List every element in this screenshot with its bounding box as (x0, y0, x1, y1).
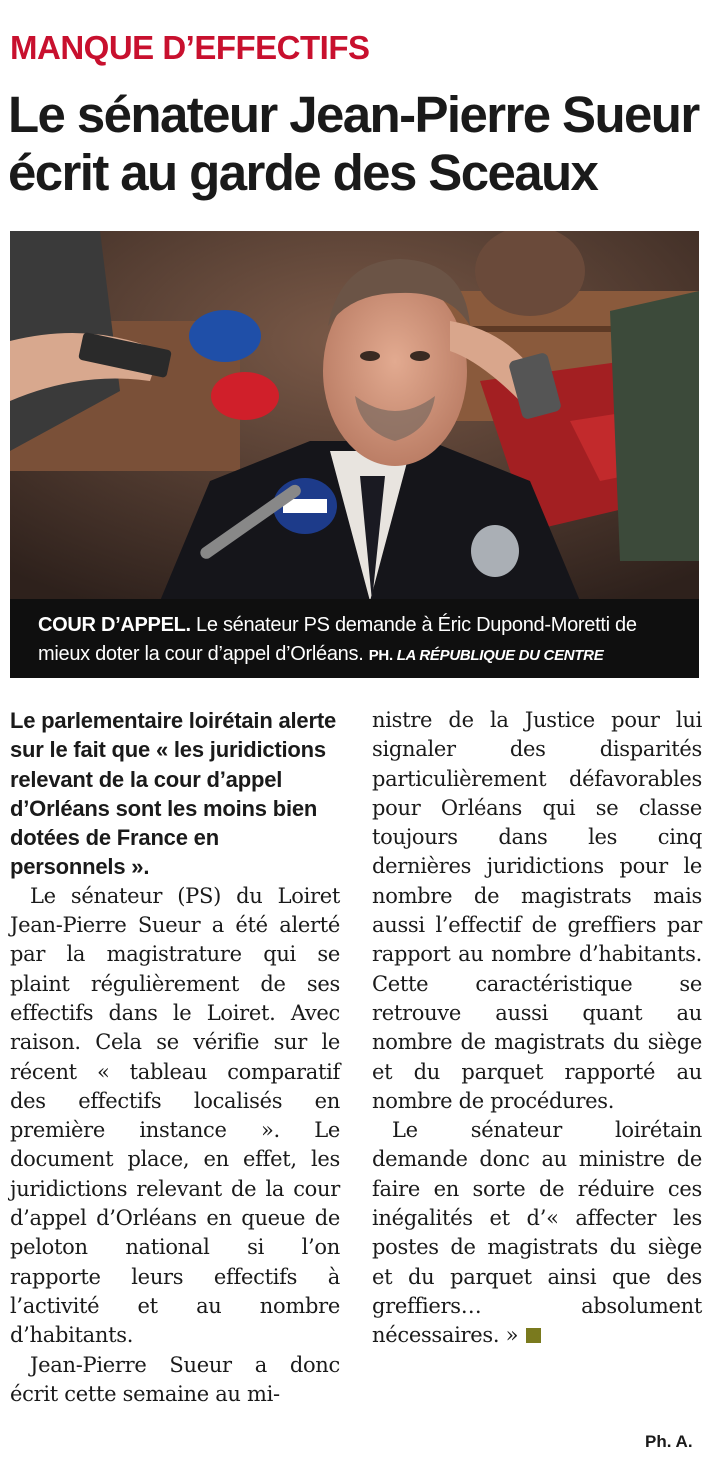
body-paragraph-2-end: nistre de la Justice pour lui signaler des disparités particulièrement défavorables pour Orléans qui se classe toujours dans les cinq dernières juridictions pour le nombre de magistrats mais aussi l’effectif de greffiers par rapport au nombre d’habitants. Cette caractéristique se retrouve aussi quant au nombre de magistrats du siège et du parquet rapporté au nombre de procédures. (372, 708, 702, 1113)
caption-lead: COUR D’APPEL. (38, 614, 191, 636)
body-paragraph-2-start: Jean-Pierre Sueur a donc écrit cette semaine au mi- (10, 1352, 340, 1406)
column-left (10, 706, 340, 1409)
body-paragraph-1: Le sénateur (PS) du Loiret Jean-Pierre Sueur a été alerté par la magistrature qui se plaint régulièrement de ses effectifs dans le Loiret. Avec raison. Cela se vérifie sur le récent « tableau comparatif des effectifs localisés en première instance ». Le document place, en effet, les juridictions relevant de la cour d’appel d’Orléans en queue de peloton national si l’on rapporte leurs effectifs à l’activité et au nombre d’habitants. (10, 883, 340, 1348)
credit-source: LA RÉPUBLIQUE DU CENTRE (396, 647, 604, 664)
headline: Le sénateur Jean-Pierre Sueur écrit au garde des Sceaux (8, 86, 699, 201)
credit-prefix: PH. (368, 647, 397, 664)
byline: Ph. A. (645, 1432, 693, 1451)
caption-text: Le sénateur PS demande à Éric Dupond-Moretti de mieux doter la cour d’appel d’Orléans. (38, 614, 637, 665)
photo-caption (10, 599, 699, 678)
column-right (372, 706, 702, 1351)
end-mark-icon (526, 1328, 541, 1343)
body-paragraph-3-text: Le sénateur loirétain demande donc au ministre de faire en sorte de réduire ces inégalités et d’« affecter les postes de magistrats du siège et du parquet ainsi que des greffiers… absolument nécessaires. » (372, 1118, 702, 1348)
article-intro: Le parlementaire loirétain alerte sur le fait que « les juridictions relevant de la cour d’appel d’Orléans sont les moins bien dotées de France en personnels ». (10, 708, 336, 880)
section-kicker: MANQUE D’EFFECTIFS (10, 29, 370, 66)
article-photo (10, 231, 699, 601)
body-paragraph-3 (372, 1116, 702, 1350)
photo-credit (369, 647, 604, 664)
press-scrum-photo-icon (10, 231, 699, 601)
